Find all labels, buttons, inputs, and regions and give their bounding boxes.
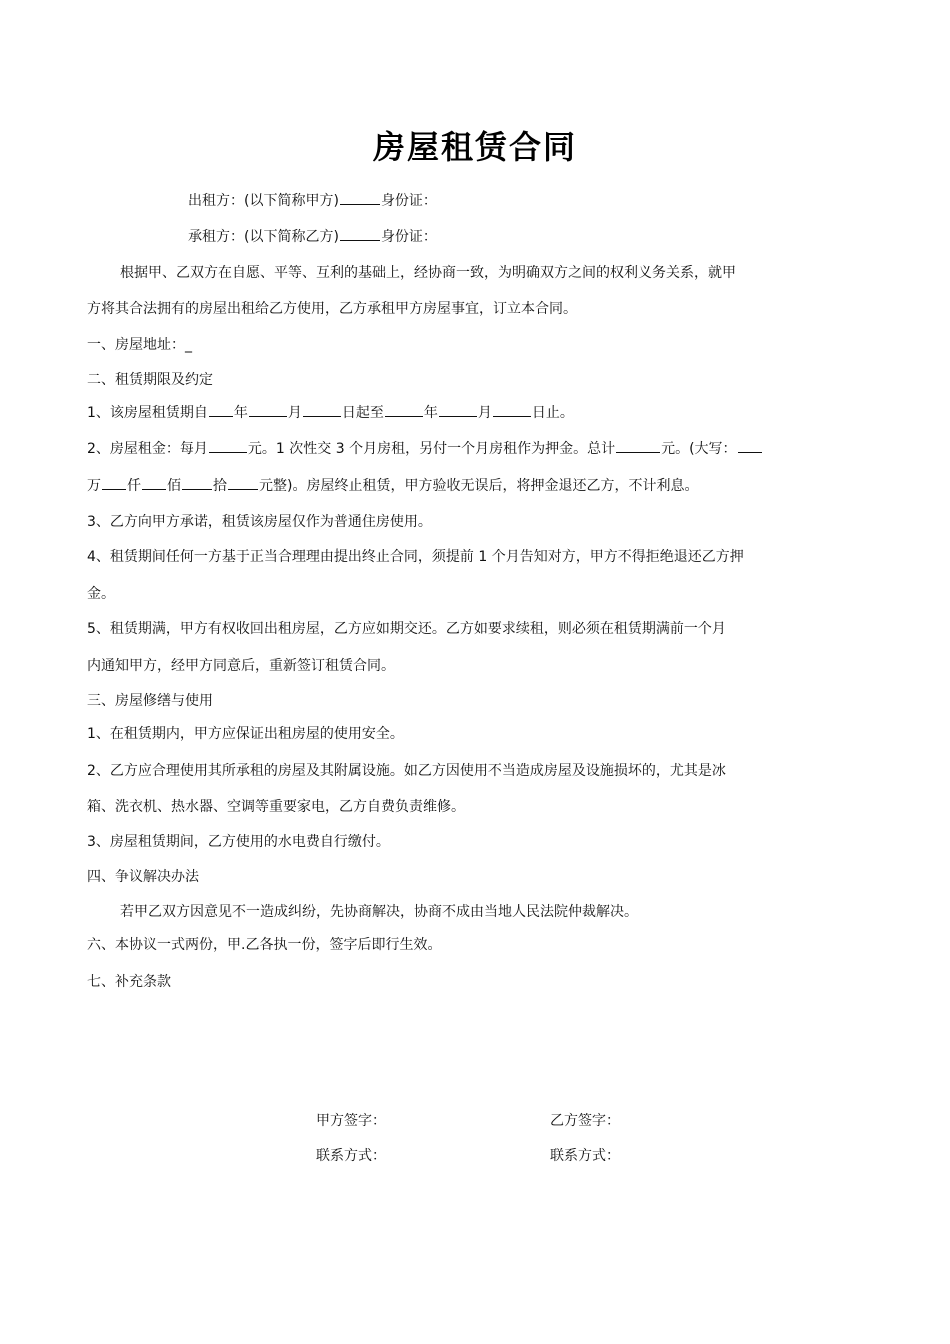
address-label: 一、房屋地址： bbox=[87, 337, 185, 353]
wan-label: 万 bbox=[87, 478, 101, 494]
section-3-item-3: 3、房屋租赁期间，乙方使用的水电费自行缴付。 bbox=[87, 834, 390, 850]
lease-period-label: 1、该房屋租赁期自 bbox=[87, 405, 208, 421]
section-4-heading: 四、争议解决办法 bbox=[87, 869, 199, 885]
party-b-line bbox=[188, 226, 437, 246]
section-2-item-3: 3、乙方向甲方承诺，租赁该房屋仅作为普通住房使用。 bbox=[87, 514, 432, 530]
bai-label: 佰 bbox=[167, 478, 181, 494]
year-label: 年 bbox=[233, 405, 248, 421]
section-3-item-1: 1、在租赁期内，甲方应保证出租房屋的使用安全。 bbox=[87, 726, 404, 742]
section-3-heading: 三、房屋修缮与使用 bbox=[87, 693, 213, 709]
section-3-item-2-line-2: 箱、洗衣机、热水器、空调等重要家电，乙方自费负责维修。 bbox=[87, 799, 465, 815]
rent-terms-text: 元。1 次性交 3 个月房租，另付一个月房租作为押金。总计 bbox=[247, 441, 616, 457]
capital-blank[interactable] bbox=[738, 440, 762, 453]
party-b-signature-label: 乙方签字： bbox=[550, 1113, 620, 1129]
section-7-heading: 七、补充条款 bbox=[87, 974, 171, 990]
document-title: 房屋租赁合同 bbox=[372, 128, 577, 166]
end-day-blank[interactable] bbox=[493, 404, 531, 417]
start-year-blank[interactable] bbox=[209, 404, 233, 417]
party-b-id-label: 身份证： bbox=[380, 229, 437, 245]
section-2-item-1 bbox=[87, 402, 574, 422]
section-2-heading: 二、租赁期限及约定 bbox=[87, 372, 213, 388]
qian-label: 仟 bbox=[127, 478, 141, 494]
start-day-blank[interactable] bbox=[303, 404, 341, 417]
rent-label: 2、房屋租金：每月 bbox=[87, 441, 208, 457]
deposit-terms-text: 元整)。房屋终止租赁，甲方验收无误后，将押金退还乙方，不计利息。 bbox=[259, 478, 699, 494]
party-b-name-blank[interactable] bbox=[340, 228, 380, 241]
start-month-blank[interactable] bbox=[249, 404, 287, 417]
party-a-label: 出租方：(以下简称甲方) bbox=[188, 193, 339, 209]
day-to-label: 日起至 bbox=[341, 405, 384, 421]
bai-blank[interactable] bbox=[142, 477, 166, 490]
total-amount-blank[interactable] bbox=[616, 440, 660, 453]
party-a-line bbox=[188, 190, 437, 210]
monthly-rent-blank[interactable] bbox=[209, 440, 247, 453]
preamble-line-1: 根据甲、乙双方在自愿、平等、互利的基础上，经协商一致，为明确双方之间的权利义务关系，就甲 bbox=[120, 265, 736, 281]
party-a-name-blank[interactable] bbox=[340, 192, 380, 205]
section-4-text: 若甲乙双方因意见不一造成纠纷，先协商解决，协商不成由当地人民法院仲裁解决。 bbox=[120, 904, 638, 920]
party-a-contact-label: 联系方式： bbox=[316, 1148, 386, 1164]
year-label: 年 bbox=[423, 405, 438, 421]
section-2-item-2-line-2 bbox=[87, 475, 698, 495]
section-2-item-5-line-1: 5、租赁期满，甲方有权收回出租房屋，乙方应如期交还。乙方如要求续租，则必须在租赁期满前一个月 bbox=[87, 621, 726, 637]
end-year-blank[interactable] bbox=[385, 404, 423, 417]
shi-label: 拾 bbox=[213, 478, 227, 494]
section-2-item-4-line-1: 4、租赁期间任何一方基于正当合理理由提出终止合同，须提前 1 个月告知对方，甲方不得拒绝退还乙方押 bbox=[87, 549, 744, 565]
preamble-line-2: 方将其合法拥有的房屋出租给乙方使用，乙方承租甲方房屋事宜，订立本合同。 bbox=[87, 301, 577, 317]
section-1-address bbox=[87, 334, 192, 354]
yuan-blank[interactable] bbox=[228, 477, 258, 490]
party-b-label: 承租方：(以下简称乙方) bbox=[188, 229, 339, 245]
day-end-label: 日止。 bbox=[531, 405, 574, 421]
end-month-blank[interactable] bbox=[439, 404, 477, 417]
month-label: 月 bbox=[287, 405, 302, 421]
month-label: 月 bbox=[477, 405, 492, 421]
capital-label: 元。(大写： bbox=[661, 441, 737, 457]
party-a-signature-label: 甲方签字： bbox=[316, 1113, 386, 1129]
section-2-item-5-line-2: 内通知甲方，经甲方同意后，重新签订租赁合同。 bbox=[87, 658, 395, 674]
party-b-contact-label: 联系方式： bbox=[550, 1148, 620, 1164]
shi-blank[interactable] bbox=[182, 477, 212, 490]
section-2-item-4-line-2: 金。 bbox=[87, 586, 115, 602]
party-a-id-label: 身份证： bbox=[380, 193, 437, 209]
section-6-text: 六、本协议一式两份，甲.乙各执一份，签字后即行生效。 bbox=[87, 937, 442, 953]
address-blank[interactable]: _ bbox=[185, 337, 192, 353]
section-3-item-2-line-1: 2、乙方应合理使用其所承租的房屋及其附属设施。如乙方因使用不当造成房屋及设施损坏的，尤其是冰 bbox=[87, 763, 726, 779]
qian-blank[interactable] bbox=[102, 477, 126, 490]
section-2-item-2-line-1 bbox=[87, 438, 763, 458]
